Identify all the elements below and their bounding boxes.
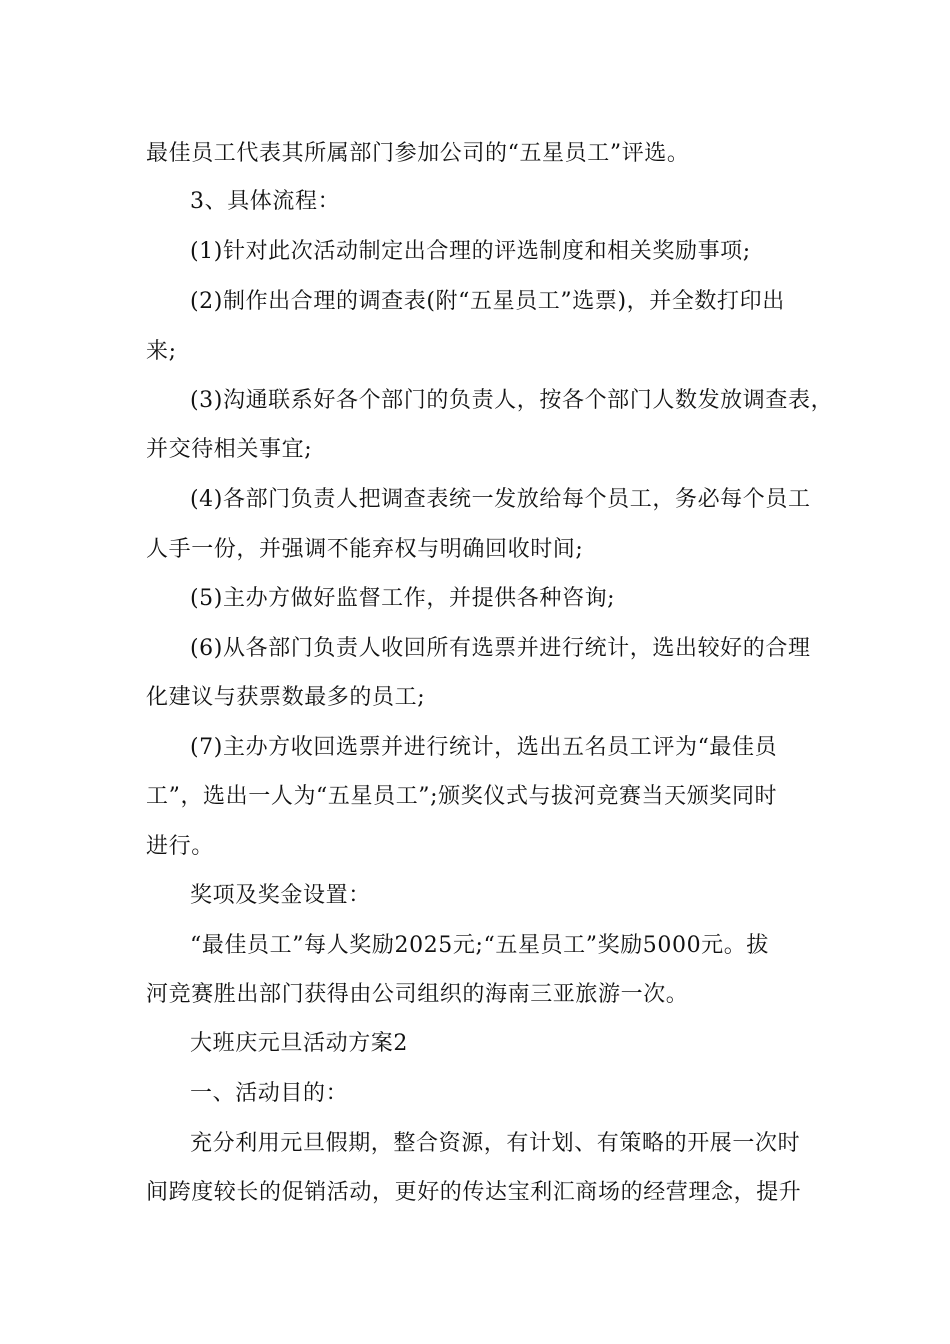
text-line: (1)针对此次活动制定出合理的评选制度和相关奖励事项;	[190, 239, 751, 264]
text-line: (7)主办方收回选票并进行统计，选出五名员工评为“最佳员	[190, 735, 778, 760]
section-title: 大班庆元旦活动方案2	[190, 1031, 408, 1056]
text-line: 河竞赛胜出部门获得由公司组织的海南三亚旅游一次。	[146, 982, 689, 1007]
text-line: (6)从各部门负责人收回所有选票并进行统计，选出较好的合理	[190, 636, 811, 661]
section-heading: 奖项及奖金设置：	[190, 883, 371, 908]
text-line: 充分利用元旦假期，整合资源，有计划、有策略的开展一次时	[190, 1131, 801, 1156]
section-heading: 3、具体流程：	[190, 189, 341, 214]
text-line: (4)各部门负责人把调查表统一发放给每个员工，务必每个员工	[190, 487, 811, 512]
text-line: 并交待相关事宜;	[146, 437, 313, 462]
text-line: 化建议与获票数最多的员工;	[146, 685, 426, 710]
section-heading: 一、活动目的：	[190, 1081, 349, 1106]
text-line: (3)沟通联系好各个部门的负责人，按各个部门人数发放调查表，	[190, 388, 834, 413]
text-line: “最佳员工”每人奖励2025元;“五星员工”奖励5000元。拔	[190, 933, 769, 958]
text-line: 工”，选出一人为“五星员工”;颁奖仪式与拔河竞赛当天颁奖同时	[146, 784, 778, 809]
text-line: 最佳员工代表其所属部门参加公司的“五星员工”评选。	[146, 141, 690, 166]
text-line: 来;	[146, 339, 177, 364]
text-line: 进行。	[146, 834, 214, 859]
text-line: 人手一份，并强调不能弃权与明确回收时间;	[146, 537, 584, 562]
text-line: (2)制作出合理的调查表(附“五星员工”选票)，并全数打印出	[190, 289, 785, 314]
text-line: 间跨度较长的促销活动，更好的传达宝利汇商场的经营理念，提升	[146, 1180, 802, 1205]
text-line: (5)主办方做好监督工作，并提供各种咨询;	[190, 586, 616, 611]
